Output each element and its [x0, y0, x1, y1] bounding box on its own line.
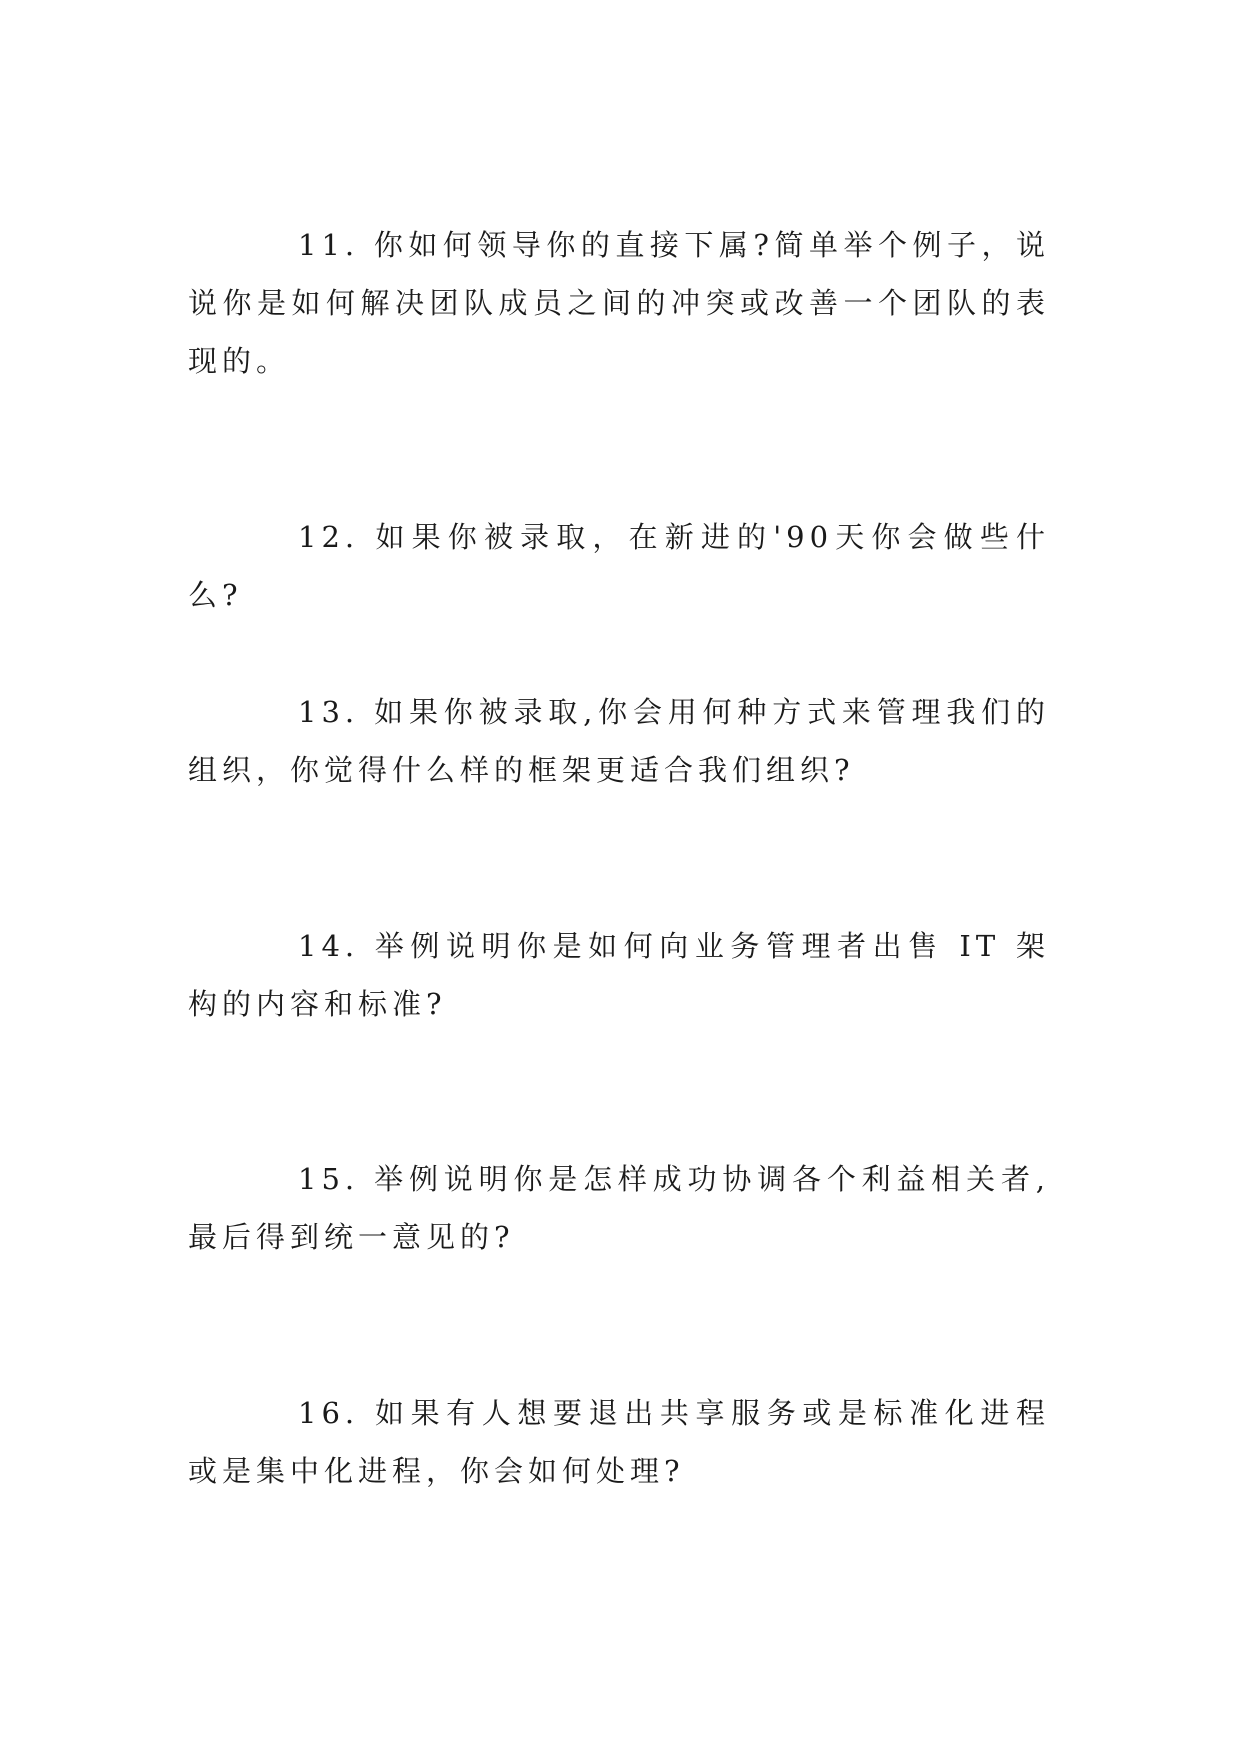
- question-13: 13. 如果你被录取,你会用何种方式来管理我们的组织，你觉得什么样的框架更适合我们组织?: [188, 695, 1050, 787]
- question-14: 14. 举例说明你是如何向业务管理者出售 IT 架构的内容和标准?: [188, 929, 1050, 1021]
- question-16: 16. 如果有人想要退出共享服务或是标准化进程或是集中化进程，你会如何处理?: [188, 1396, 1050, 1488]
- question-11: 11. 你如何领导你的直接下属?简单举个例子，说说你是如何解决团队成员之间的冲突或改善一个团队的表现的。: [188, 228, 1050, 378]
- question-12: 12. 如果你被录取，在新进的'90天你会做些什么?: [188, 520, 1050, 612]
- question-15: 15. 举例说明你是怎样成功协调各个利益相关者,最后得到统一意见的?: [188, 1162, 1050, 1254]
